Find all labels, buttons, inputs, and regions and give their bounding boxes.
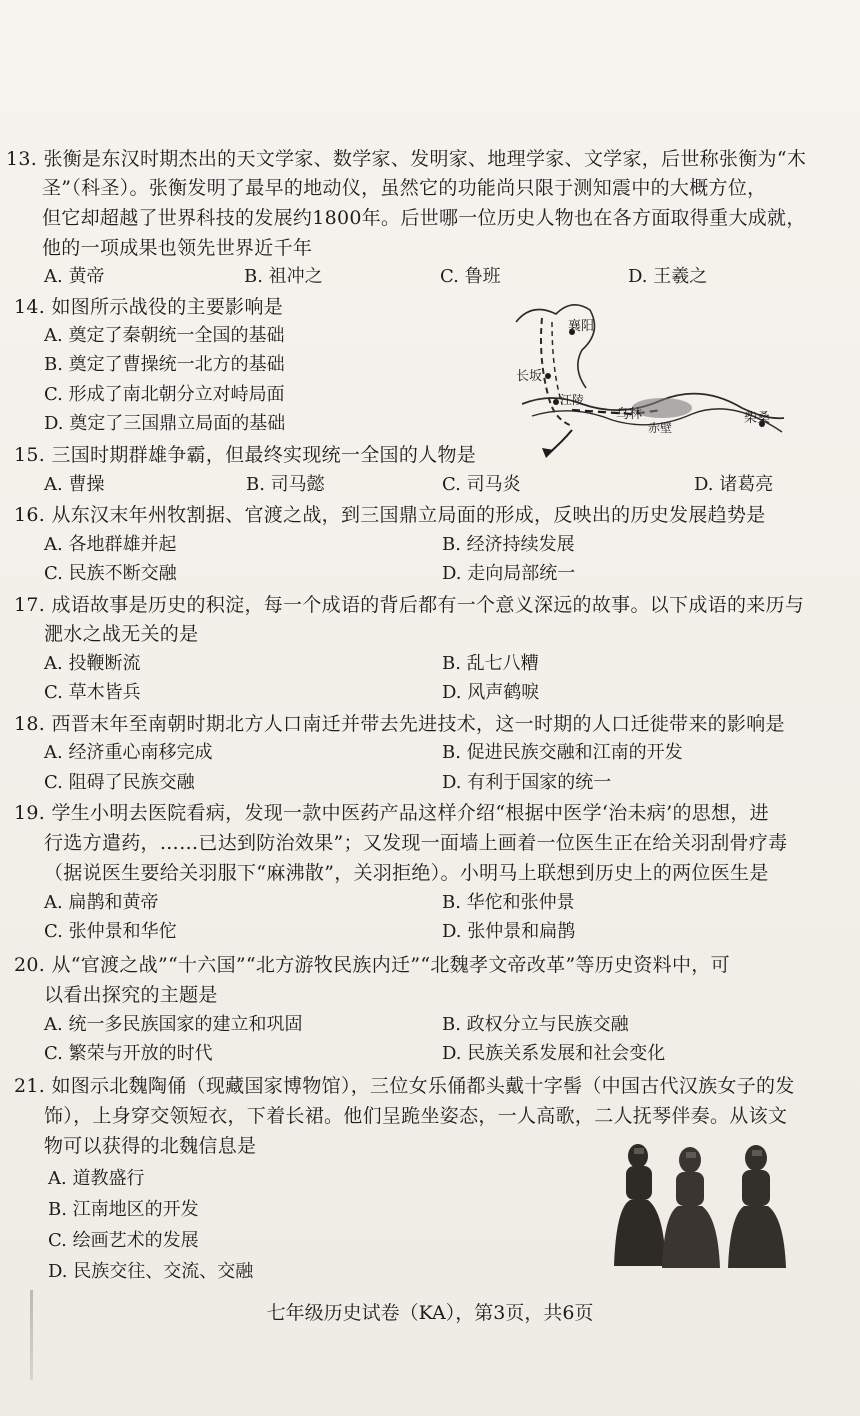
q18-option-c[interactable]: C. 阻碍了民族交融 xyxy=(44,772,195,793)
map-label-wulin: 乌林 xyxy=(616,407,643,422)
q13-line-2: 圣”（科圣）。张衡发明了最早的地动仪，虽然它的功能尚只限于测知震中的大概方位， xyxy=(42,177,767,199)
q17-option-a[interactable]: A. 投鞭断流 xyxy=(44,653,141,674)
battle-map xyxy=(512,292,788,462)
map-label-changban: 长坂 xyxy=(516,369,543,384)
q19-line-2: 行选方遣药，……已达到防治效果”；又发现一面墙上画着一位医生正在给关羽刮骨疗毒 xyxy=(44,832,788,854)
q16-option-b[interactable]: B. 经济持续发展 xyxy=(442,534,575,555)
q17-option-b[interactable]: B. 乱七八糟 xyxy=(442,653,539,674)
map-label-xiangyang: 襄阳 xyxy=(568,319,595,334)
pottery-figurines-image xyxy=(608,1138,800,1270)
q19-option-d[interactable]: D. 张仲景和扁鹊 xyxy=(442,921,576,942)
q19-line-1: 19. 学生小明去医院看病，发现一款中医药产品这样介绍“根据中医学‘治未病’的思想，进 xyxy=(14,802,769,824)
q18-option-a[interactable]: A. 经济重心南移完成 xyxy=(44,742,213,763)
map-label-chaisang: 柴桑 xyxy=(744,411,771,426)
q15-stem: 15. 三国时期群雄争霸，但最终实现统一全国的人物是 xyxy=(14,444,477,466)
q14-option-a[interactable]: A. 奠定了秦朝统一全国的基础 xyxy=(44,325,285,346)
q19-option-b[interactable]: B. 华佗和张仲景 xyxy=(442,892,575,913)
q20-line-2: 以看出探究的主题是 xyxy=(44,984,218,1006)
q18-stem: 18. 西晋末年至南朝时期北方人口南迁并带去先进技术，这一时期的人口迁徙带来的影响是 xyxy=(14,713,785,735)
march-route-icon xyxy=(541,318,572,426)
map-label-jiangling: 江陵 xyxy=(560,393,585,407)
q17-option-c[interactable]: C. 草木皆兵 xyxy=(44,682,141,703)
q20-option-b[interactable]: B. 政权分立与民族交融 xyxy=(442,1014,629,1035)
q14-stem: 14. 如图所示战役的主要影响是 xyxy=(14,296,284,318)
q16-option-d[interactable]: D. 走向局部统一 xyxy=(442,563,576,584)
q18-option-b[interactable]: B. 促进民族交融和江南的开发 xyxy=(442,742,683,763)
q13-line-3: 但它却超越了世界科技的发展约1800年。后世哪一位历史人物也在各方面取得重大成就， xyxy=(42,207,806,229)
q13-option-a[interactable]: A. 黄帝 xyxy=(44,266,105,287)
q21-line-1: 21. 如图示北魏陶俑（现藏国家博物馆），三位女乐俑都头戴十字髻（中国古代汉族女子的发 xyxy=(14,1075,795,1097)
page-footer: 七年级历史试卷（KA），第3页，共6页 xyxy=(266,1302,594,1324)
q19-line-3: （据说医生要给关羽服下“麻沸散”，关羽拒绝）。小明马上联想到历史上的两位医生是 xyxy=(44,862,769,884)
q21-option-a[interactable]: A. 道教盛行 xyxy=(48,1168,145,1189)
q13-line-4: 他的一项成果也领先世界近千年 xyxy=(42,237,313,259)
q19-option-c[interactable]: C. 张仲景和华佗 xyxy=(44,921,177,942)
q15-option-c[interactable]: C. 司马炎 xyxy=(442,474,521,495)
q20-option-d[interactable]: D. 民族关系发展和社会变化 xyxy=(442,1043,666,1064)
q14-option-c[interactable]: C. 形成了南北朝分立对峙局面 xyxy=(44,384,285,405)
q16-option-a[interactable]: A. 各地群雄并起 xyxy=(44,534,177,555)
q13-line-1: 13. 张衡是东汉时期杰出的天文学家、数学家、发明家、地理学家、文学家，后世称张衡为“木 xyxy=(6,148,807,170)
q17-line-1: 17. 成语故事是历史的积淀，每一个成语的背后都有一个意义深远的故事。以下成语的来历与 xyxy=(14,594,805,616)
q16-option-c[interactable]: C. 民族不断交融 xyxy=(44,563,177,584)
q13-option-d[interactable]: D. 王羲之 xyxy=(628,266,708,287)
q21-line-3: 物可以获得的北魏信息是 xyxy=(44,1135,257,1157)
q21-option-d[interactable]: D. 民族交往、交流、交融 xyxy=(48,1261,254,1282)
q13-option-b[interactable]: B. 祖冲之 xyxy=(244,266,323,287)
q20-line-1: 20. 从“官渡之战”“十六国”“北方游牧民族内迁”“北魏孝文帝改革”等历史资料中，可 xyxy=(14,954,730,976)
q21-option-c[interactable]: C. 绘画艺术的发展 xyxy=(48,1230,199,1251)
q17-option-d[interactable]: D. 风声鹤唳 xyxy=(442,682,540,703)
q20-option-a[interactable]: A. 统一多民族国家的建立和巩固 xyxy=(44,1014,303,1035)
q15-option-a[interactable]: A. 曹操 xyxy=(44,474,105,495)
map-label-chibi: 赤壁 xyxy=(648,421,673,435)
q14-option-b[interactable]: B. 奠定了曹操统一北方的基础 xyxy=(44,354,285,375)
q15-option-b[interactable]: B. 司马懿 xyxy=(246,474,325,495)
q17-line-2: 淝水之战无关的是 xyxy=(44,623,199,645)
q21-option-b[interactable]: B. 江南地区的开发 xyxy=(48,1199,199,1220)
q20-option-c[interactable]: C. 繁荣与开放的时代 xyxy=(44,1043,213,1064)
q14-option-d[interactable]: D. 奠定了三国鼎立局面的基础 xyxy=(44,413,286,434)
q13-option-c[interactable]: C. 鲁班 xyxy=(440,266,501,287)
q16-stem: 16. 从东汉末年州牧割据、官渡之战，到三国鼎立局面的形成，反映出的历史发展趋势是 xyxy=(14,504,766,526)
q19-option-a[interactable]: A. 扁鹊和黄帝 xyxy=(44,892,159,913)
q21-line-2: 饰），上身穿交领短衣，下着长裙。他们呈跪坐姿态，一人高歌，二人抚琴伴奏。从该文 xyxy=(44,1105,788,1127)
q15-option-d[interactable]: D. 诸葛亮 xyxy=(694,474,774,495)
q18-option-d[interactable]: D. 有利于国家的统一 xyxy=(442,772,612,793)
